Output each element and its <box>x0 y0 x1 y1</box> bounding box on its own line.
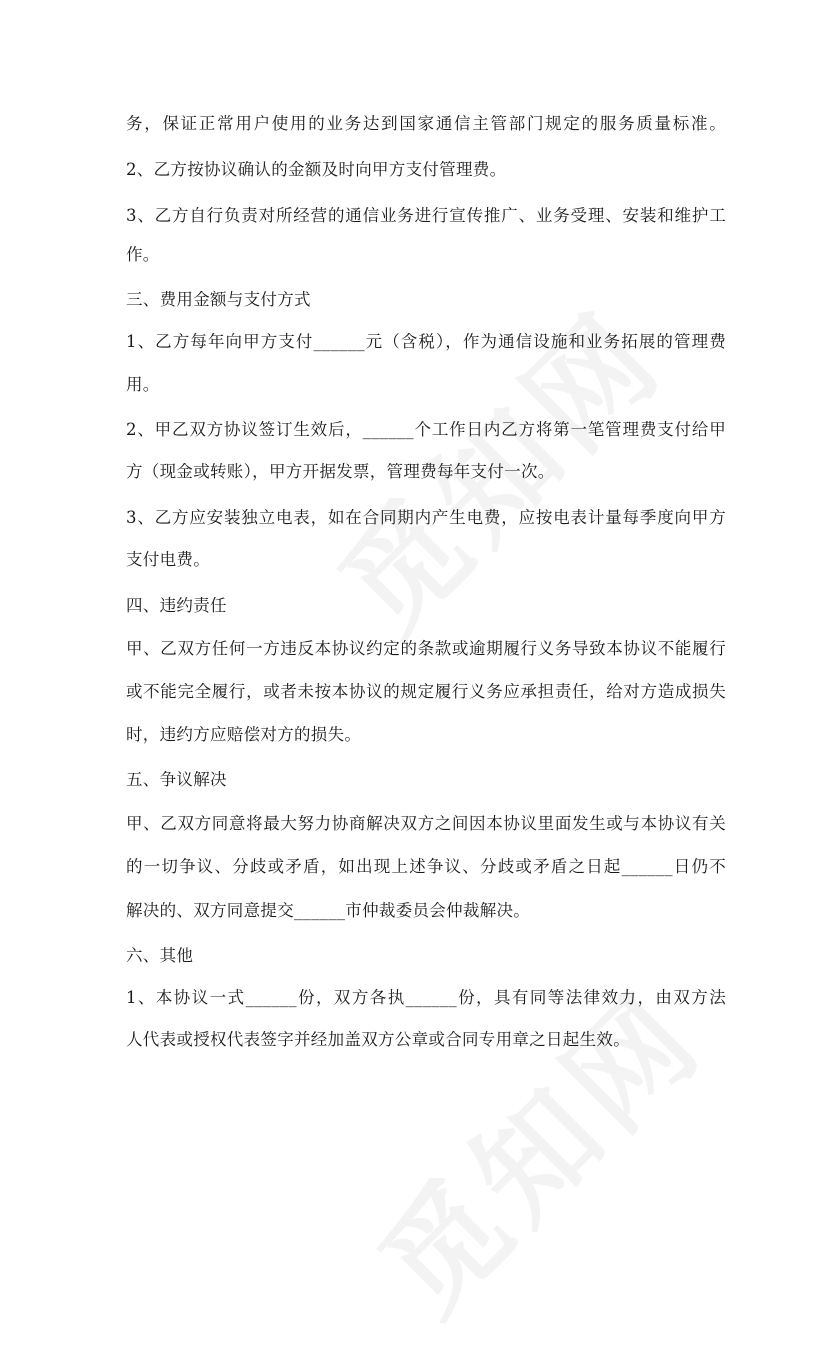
section-heading: 三、费用金额与支付方式 <box>126 290 311 309</box>
section-heading: 六、其他 <box>126 946 194 965</box>
paragraph-line: 3、乙方自行负责对所经营的通信业务进行宣传推广、业务受理、安装和维护工 <box>126 206 726 225</box>
paragraph-line: 甲、乙双方同意将最大努力协商解决双方之间因本协议里面发生或与本协议有关 <box>126 814 726 833</box>
paragraph-line: 务，保证正常用户使用的业务达到国家通信主管部门规定的服务质量标准。 <box>126 114 726 133</box>
paragraph-line: 1、本协议一式______份，双方各执______份，具有同等法律效力，由双方法 <box>126 988 726 1007</box>
paragraph-line: 解决的、双方同意提交______市仲裁委员会仲裁解决。 <box>126 901 531 920</box>
paragraph-line: 2、乙方按协议确认的金额及时向甲方支付管理费。 <box>126 160 507 179</box>
paragraph-line: 1、乙方每年向甲方支付______元（含税），作为通信设施和业务拓展的管理费 <box>126 332 726 351</box>
paragraph-line: 支付电费。 <box>126 550 210 569</box>
paragraph-line: 或不能完全履行，或者未按本协议的规定履行义务应承担责任，给对方造成损失 <box>126 682 726 701</box>
paragraph-line: 3、乙方应安装独立电表，如在合同期内产生电费，应按电表计量每季度向甲方 <box>126 508 726 527</box>
paragraph-line: 方（现金或转账），甲方开据发票，管理费每年支付一次。 <box>126 462 555 481</box>
paragraph-line: 用。 <box>126 375 160 394</box>
paragraph-line: 时，违约方应赔偿对方的损失。 <box>126 725 362 744</box>
paragraph-line: 2、甲乙双方协议签订生效后，______个工作日内乙方将第一笔管理费支付给甲 <box>126 420 726 439</box>
section-heading: 四、违约责任 <box>126 596 227 615</box>
paragraph-line: 甲、乙双方任何一方违反本协议约定的条款或逾期履行义务导致本协议不能履行 <box>126 639 726 658</box>
section-heading: 五、争议解决 <box>126 770 227 789</box>
paragraph-line: 人代表或授权代表签字并经加盖双方公章或合同专用章之日起生效。 <box>126 1030 630 1049</box>
paragraph-line: 作。 <box>126 245 160 264</box>
paragraph-line: 的一切争议、分歧或矛盾，如出现上述争议、分歧或矛盾之日起______日仍不 <box>126 857 726 876</box>
